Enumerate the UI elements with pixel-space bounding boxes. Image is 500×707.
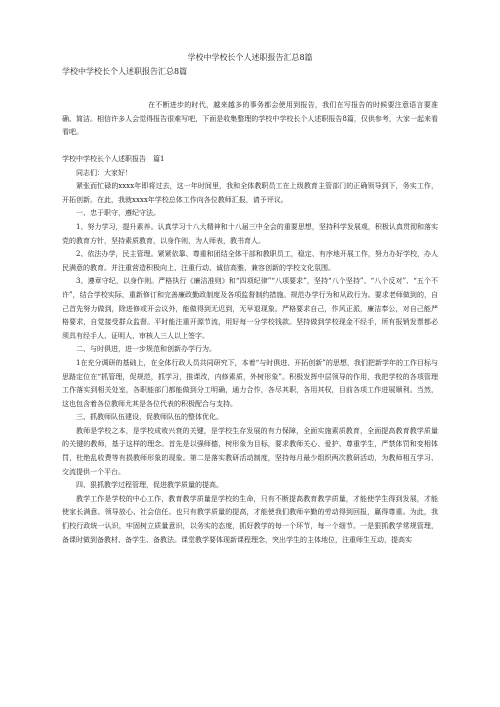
body-paragraph: 二、与时俱进，进一步规范和创新办学行为。 bbox=[76, 345, 216, 354]
body-paragraph: 2、依法办学，民主管理。紧紧依靠、尊重和团结全体干部和教职员工，稳定、有序地开展工作，努力办好学校，办人民满意的教育。并注重营造积极向上、注重行动、诚信高雅、兼容创新的学校文化氛围。 bbox=[62, 250, 438, 272]
body-paragraph: 3、遵章守纪，以身作则。严格执行《廉洁准则》和“四项纪律”“八项要求”，坚持“八个坚持”、“八个反对”、“五个不许”，结合学校实际，重新修订和完善廉政勤政制度及各项监督制约措施。规范办学行为和从政行为。要求老师做到的，自己首先努力做到，除进修或开会议外，能做得到无迟到，无早退现象。严格要求自己，作风正派，廉洁奉公，对自己能严格要求，自觉接受群众监督。平时能注重开源节流，用好每一分学校钱款。坚持做到学校现金不经手，所有报销发票都必须具有经手人、证明人、审核人三人以上签字。 bbox=[62, 277, 438, 340]
body-paragraph: 紧张而忙碌的xxxx年即将过去，这一年时间里，我和全体教职员工在上级教育主管部门的正确领导到下，务实工作，开拓创新。在此，我就xxxx年学校总体工作向各位教师汇报，请予评议。 bbox=[62, 182, 438, 204]
report-body bbox=[62, 153, 438, 547]
document-page bbox=[62, 0, 438, 707]
body-paragraph: 1在充分调研的基础上，在全体行政人员共同研究下，本着“与时俱进、开拓创新”的思想，我们把新学年的工作目标与思路定位在“抓管理，促规范，抓学习，推课改，内修素质，外树形象”。积极发挥中层领导的作用，我把学校的各项管理工作落实到相关处室，各职能部门都能做到分工明确，通力合作，各尽其职，各用其权，目前各项工作进展顺利。当然，这也包含着各位教师尤其是各位代表的积极配合与支持。 bbox=[62, 358, 438, 408]
intro-block bbox=[62, 99, 438, 140]
body-paragraph: 同志们：大家好！ bbox=[76, 168, 132, 177]
document-title: 学校中学校长个人述职报告汇总8篇 bbox=[187, 53, 313, 62]
body-paragraph: 1、努力学习，提升素养。认真学习十八大精神和十八届三中全会的重要思想，坚持科学发展观，积极认真贯彻和落实党的教育方针，坚持素质教育，以身作则，为人师表，教书育人。 bbox=[62, 222, 438, 245]
document-subtitle: 学校中学校长个人述职报告汇总8篇 bbox=[62, 67, 188, 76]
section-heading: 学校中学校长个人述职报告 篇1 bbox=[62, 155, 165, 163]
body-paragraph: 一、忠于职守，遵纪守法。 bbox=[76, 209, 160, 218]
intro-paragraph: 在不断进步的时代，越来越多的事务都会使用到报告，我们在写报告的时候要注意语言要准确、简洁。相信许多人会觉得报告很难写吧，下面是收集整理的学校中学校长个人述职报告8篇，仅供参考，大家一起来看看吧。 bbox=[62, 101, 438, 136]
body-paragraph: 四、狠抓教学过程管理，促进教学质量的提高。 bbox=[76, 481, 223, 490]
body-paragraph: 教师是学校之本，是学校成败兴衰的关键，是学校生存发展的有力保障，全面实施素质教育，全面提高教育教学质量的关键的教师，基于这样的理念。首先是以强师德，树形象为目标，要求教师关心、爱护、尊重学生，严禁体罚和变相体罚，杜绝乱收费等有损教师形象的现象。第二是落实教研活动制度，坚持每月最少组织两次教研活动，为教师相互学习、交流提供一个平台。 bbox=[62, 426, 438, 476]
body-paragraph: 教学工作是学校的中心工作，教育教学质量是学校的生命，只有不断提高教育教学质量，才能使学生得到发展，才能使家长满意、领导放心、社会信任。也只有教学质量的提高，才能使我们教师辛勤的劳动得到回报，赢得尊重。为此，我们校行政统一认识，牢固树立质量意识，以务实的态度，抓好教学的每一个环节，每一个细节。一是狠抓教学常规管理，备课时做到备教材、备学生、备教法。课堂教学要体现新课程理念，突出学生的主体地位，注重师生互动，提高实 bbox=[62, 494, 438, 544]
body-paragraph: 三、抓教师队伍建设，促教师队伍的整体优化。 bbox=[76, 413, 223, 422]
